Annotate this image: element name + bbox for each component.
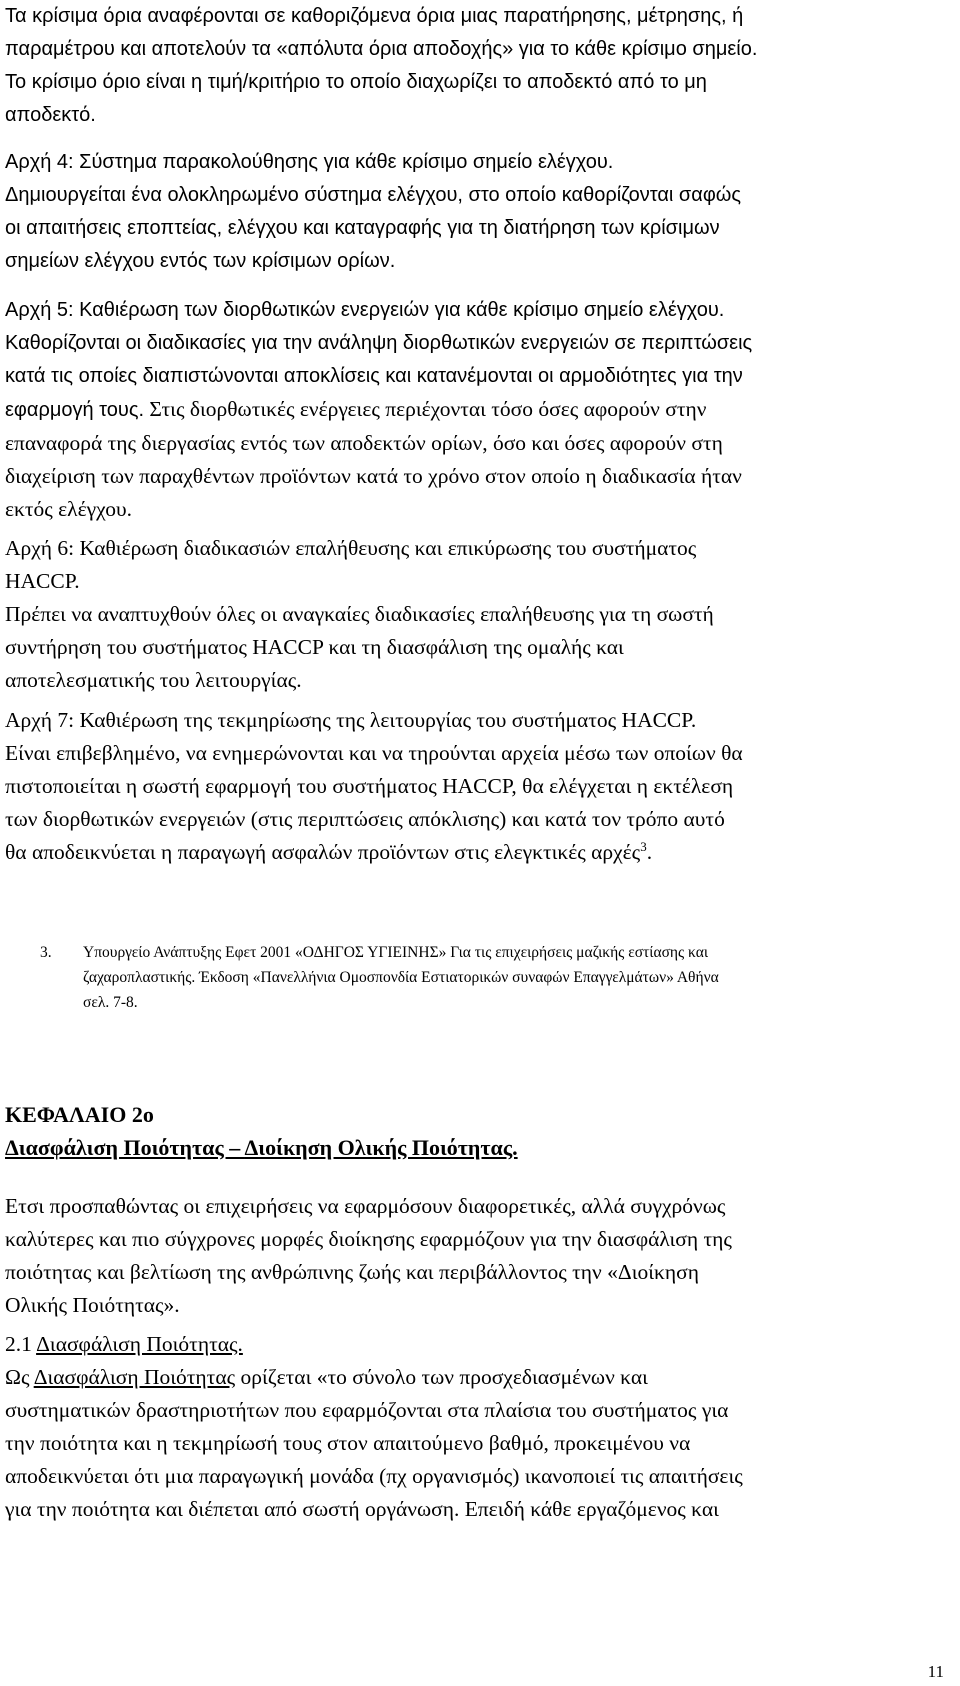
section-2-1 (5, 1328, 955, 1526)
text-line: αποδεκτό. (5, 104, 96, 126)
text-line: Πρέπει να αναπτυχθούν όλες οι αναγκαίες διαδικασίες επαλήθευσης για τη σωστή (5, 602, 714, 626)
text-line: Τα κρίσιμα όρια αναφέρονται σε καθοριζόμενα όρια μιας παρατήρησης, μέτρησης, ή (5, 5, 744, 27)
text-line (5, 1361, 955, 1394)
text-line: Είναι επιβεβλημένο, να ενημερώνονται και να τηρούνται αρχεία μέσω των οποίων θα (5, 741, 743, 765)
text-run: ορίζεται «το σύνολο των προσχεδιασμένων και (235, 1365, 648, 1389)
footnote-line: σελ. 7-8. (83, 994, 138, 1011)
section-heading (5, 1328, 955, 1361)
text-line: οι απαιτήσεις εποπτείας, ελέγχου και καταγραφής για τη διατήρηση των κρίσιμων (5, 217, 720, 239)
principle-7-heading: Αρχή 7: Καθιέρωση της τεκμηρίωσης της λειτουργίας του συστήματος HACCP. (5, 708, 697, 732)
footnote-number: 3. (40, 944, 52, 961)
principle-4-heading: Αρχή 4: Σύστημα παρακολούθησης για κάθε κρίσιμο σημείο ελέγχου. (5, 151, 614, 173)
text-line: πιστοποιείται η σωστή εφαρμογή του συστήματος HACCP, θα ελέγχεται η εκτέλεση (5, 774, 734, 798)
paragraph-tqm-intro (5, 1190, 955, 1322)
underlined-term: Διασφάλιση Ποιότητας (33, 1365, 236, 1389)
text-line: Καθορίζονται οι διαδικασίες για την ανάληψη διορθωτικών ενεργειών σε περιπτώσεις (5, 332, 753, 354)
footnote-line: ζαχαροπλαστικής. Έκδοση «Πανελλήνια Ομοσπονδία Εστιατορικών συναφών Επαγγελμάτων» Αθήνα (83, 969, 719, 986)
text-line-mixed (5, 393, 955, 427)
principle-6-heading: Αρχή 6: Καθιέρωση διαδικασιών επαλήθευσης και επικύρωσης του συστήματος (5, 536, 697, 560)
text-line: Ολικής Ποιότητας». (5, 1293, 180, 1317)
text-line: αποδεικνύεται ότι μια παραγωγική μονάδα (πχ οργανισμός) ικανοποιεί τις απαιτήσεις (5, 1464, 743, 1488)
text-line: ποιότητας και βελτίωση της ανθρώπινης ζωής και περιβάλλοντος την «Διοίκηση (5, 1260, 699, 1284)
text-line: διαχείριση των παραχθέντων προϊόντων κατά το χρόνο στον οποίο η διαδικασία ήταν (5, 464, 742, 488)
text-line: εκτός ελέγχου. (5, 497, 132, 521)
text-run: εφαρμογή τους. (5, 399, 145, 421)
text-line: σημείων ελέγχου εντός των κρίσιμων ορίων. (5, 250, 396, 272)
text-run: . (646, 840, 653, 864)
chapter-title-part: Διασφάλιση Ποιότητας – (5, 1135, 245, 1160)
text-line: συστηματικών δραστηριοτήτων που εφαρμόζονται στα πλαίσια του συστήματος για (5, 1398, 729, 1422)
text-line: την ποιότητα και η τεκμηρίωσή τους στον απαιτούμενο βαθμό, προκειμένου να (5, 1431, 691, 1455)
chapter-label: ΚΕΦΑΛΑΙΟ 2ο (5, 1102, 154, 1127)
text-line: καλύτερες και πιο σύγχρονες μορφές διοίκησης εφαρμόζουν για την διασφάλιση της (5, 1227, 732, 1251)
text-line-with-footnote-ref (5, 836, 955, 869)
section-number: 2.1 (5, 1332, 37, 1356)
text-line: επαναφορά της διεργασίας εντός των αποδεκτών ορίων, όσο και όσες αφορούν στη (5, 431, 723, 455)
paragraph-principle-6 (5, 532, 955, 697)
page-number: 11 (927, 1662, 944, 1681)
chapter-heading (5, 1098, 955, 1164)
text-line: Το κρίσιμο όριο είναι η τιμή/κριτήριο το οποίο διαχωρίζει το αποδεκτό από το μη (5, 71, 707, 93)
paragraph-principle-5 (5, 294, 955, 526)
footnote-reference: 3 (640, 838, 647, 854)
text-line: παραμέτρου και αποτελούν τα «απόλυτα όρια αποδοχής» για το κάθε κρίσιμο σημείο. (5, 38, 758, 60)
text-run: Στις διορθωτικές ενέργειες περιέχονται τόσο όσες αφορούν στην (144, 397, 707, 421)
paragraph-principle-7 (5, 704, 955, 869)
text-run: θα αποδεικνύεται η παραγωγή ασφαλών προϊόντων στις ελεγκτικές αρχές (5, 840, 641, 864)
text-line: HACCP. (5, 569, 80, 593)
text-line: αποτελεσματικής του λειτουργίας. (5, 668, 302, 692)
text-line: Ετσι προσπαθώντας οι επιχειρήσεις να εφαρμόσουν διαφορετικές, αλλά συγχρόνως (5, 1194, 726, 1218)
text-line: για την ποιότητα και διέπεται από σωστή οργάνωση. Επειδή κάθε εργαζόμενος και (5, 1497, 719, 1521)
text-line: των διορθωτικών ενεργειών (στις περιπτώσεις απόκλισης) και κατά τον τρόπο αυτό (5, 807, 725, 831)
chapter-title-part: Διοίκηση Ολικής Ποιότητας. (244, 1135, 518, 1160)
footnote (0, 940, 960, 1015)
paragraph-principle-4 (5, 146, 955, 278)
principle-5-heading: Αρχή 5: Καθιέρωση των διορθωτικών ενεργειών για κάθε κρίσιμο σημείο ελέγχου. (5, 299, 725, 321)
text-line: κατά τις οποίες διαπιστώνονται αποκλίσεις και κατανέμονται οι αρμοδιότητες για την (5, 365, 743, 387)
text-line: Δημιουργείται ένα ολοκληρωμένο σύστημα ελέγχου, στο οποίο καθορίζονται σαφώς (5, 184, 742, 206)
text-run: Ως (5, 1365, 34, 1389)
paragraph-critical-limits (5, 0, 955, 132)
section-title: Διασφάλιση Ποιότητας. (36, 1332, 243, 1356)
chapter-title (5, 1131, 955, 1164)
text-line: συντήρηση του συστήματος HACCP και τη διασφάλιση της ομαλής και (5, 635, 624, 659)
footnote-line: Υπουργείο Ανάπτυξης Εφετ 2001 «ΟΔΗΓΟΣ ΥΓΙΕΙΝΗΣ» Για τις επιχειρήσεις μαζικής εστίασης και (83, 944, 709, 961)
